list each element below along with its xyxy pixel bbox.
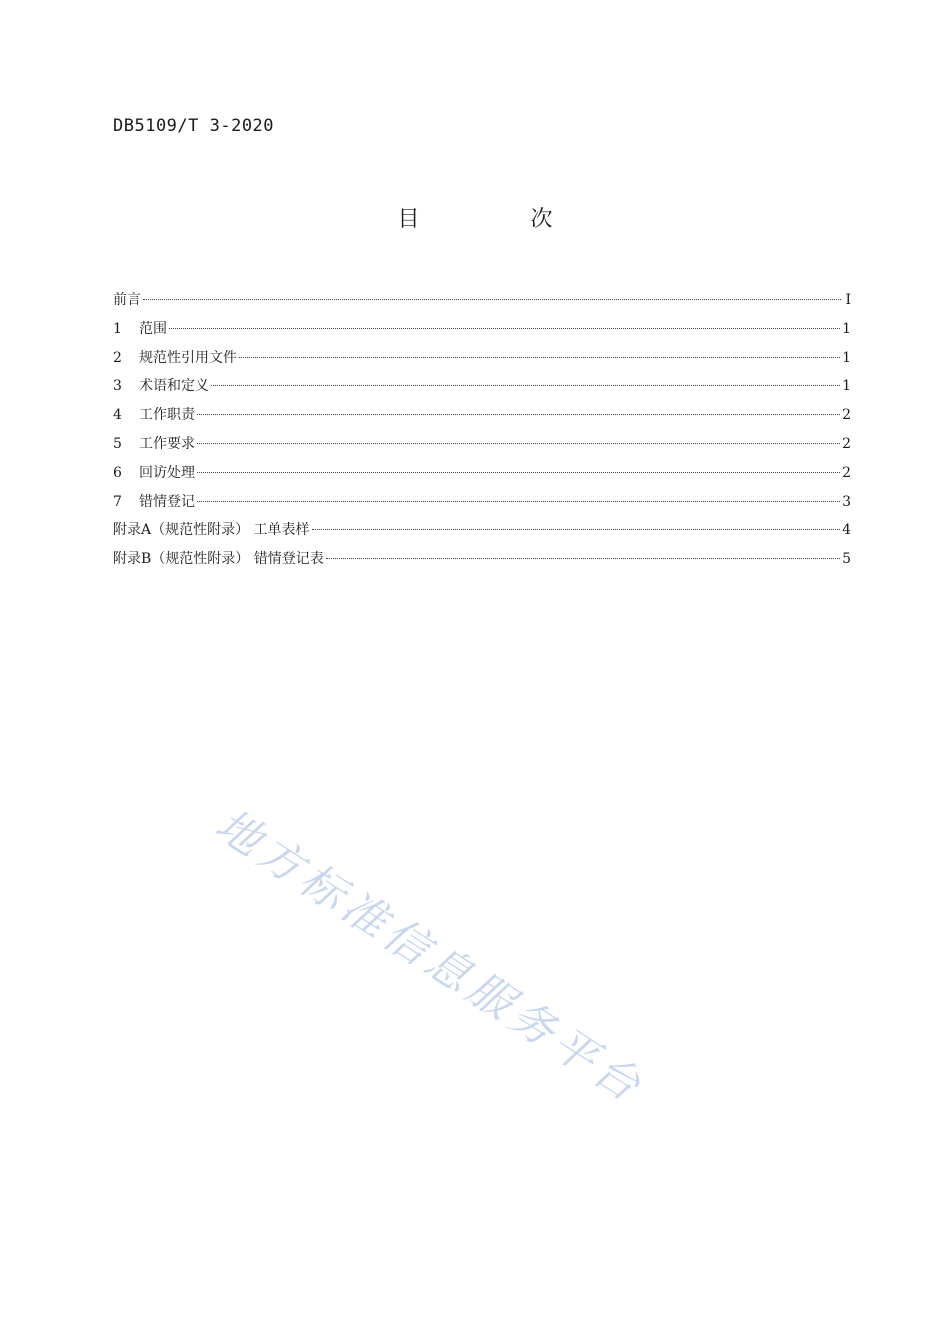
toc-dot-leader — [197, 443, 840, 444]
toc-entry-page: 4 — [842, 522, 851, 539]
document-code: DB5109/T 3-2020 — [113, 116, 275, 136]
toc-entry-page: 2 — [842, 464, 851, 481]
toc-entry[interactable] — [113, 344, 851, 373]
toc-entry-label: 回访处理 — [139, 464, 195, 481]
toc-entry-page: I — [845, 292, 851, 308]
toc-entry[interactable] — [113, 430, 851, 459]
toc-entry-number: 1 — [113, 320, 122, 337]
watermark: 地方标准信息服务平台 — [206, 799, 654, 1115]
toc-entry[interactable] — [113, 459, 851, 488]
toc-dot-leader — [197, 472, 840, 473]
toc-dot-leader — [197, 414, 840, 415]
toc-entry-number: 6 — [113, 464, 122, 481]
toc-entry-label: 附录A（规范性附录） 工单表样 — [113, 522, 310, 539]
toc-entry-label: 前言 — [113, 292, 141, 308]
toc-dot-leader — [239, 357, 840, 358]
toc-dot-leader — [197, 501, 840, 502]
toc-entry-number: 4 — [113, 407, 122, 424]
toc-dot-leader — [169, 328, 840, 329]
toc-dot-leader — [326, 558, 840, 559]
toc-entry-page: 5 — [842, 551, 851, 568]
toc-entry-number: 2 — [113, 349, 122, 366]
toc-entry-label: 术语和定义 — [139, 378, 209, 395]
toc-entry-page: 2 — [842, 435, 851, 452]
toc-entry-label: 错情登记 — [139, 493, 195, 510]
toc-entry-page: 3 — [842, 493, 851, 510]
toc-entry[interactable] — [113, 401, 851, 430]
toc-entry-number: 3 — [113, 378, 122, 395]
toc-entry-page: 2 — [842, 407, 851, 424]
toc-entry-label: 规范性引用文件 — [139, 349, 237, 366]
toc-dot-leader — [211, 385, 840, 386]
toc-entry[interactable] — [113, 315, 851, 344]
toc-entry-label: 工作要求 — [139, 435, 195, 452]
table-of-contents — [113, 286, 851, 574]
toc-entry-number: 7 — [113, 493, 122, 510]
toc-entry[interactable] — [113, 545, 851, 574]
toc-entry-page: 1 — [842, 378, 851, 395]
toc-entry-number: 5 — [113, 435, 122, 452]
toc-entry-page: 1 — [842, 320, 851, 337]
toc-entry-page: 1 — [842, 349, 851, 366]
toc-entry-label: 范围 — [139, 320, 167, 337]
toc-entry[interactable] — [113, 516, 851, 545]
toc-dot-leader — [312, 529, 841, 530]
toc-entry[interactable] — [113, 488, 851, 517]
toc-entry[interactable] — [113, 286, 851, 315]
toc-entry-label: 附录B（规范性附录） 错情登记表 — [113, 551, 324, 568]
toc-entry-label: 工作职责 — [139, 407, 195, 424]
toc-title: 目 次 — [397, 207, 605, 232]
toc-entry[interactable] — [113, 372, 851, 401]
toc-dot-leader — [143, 299, 841, 300]
